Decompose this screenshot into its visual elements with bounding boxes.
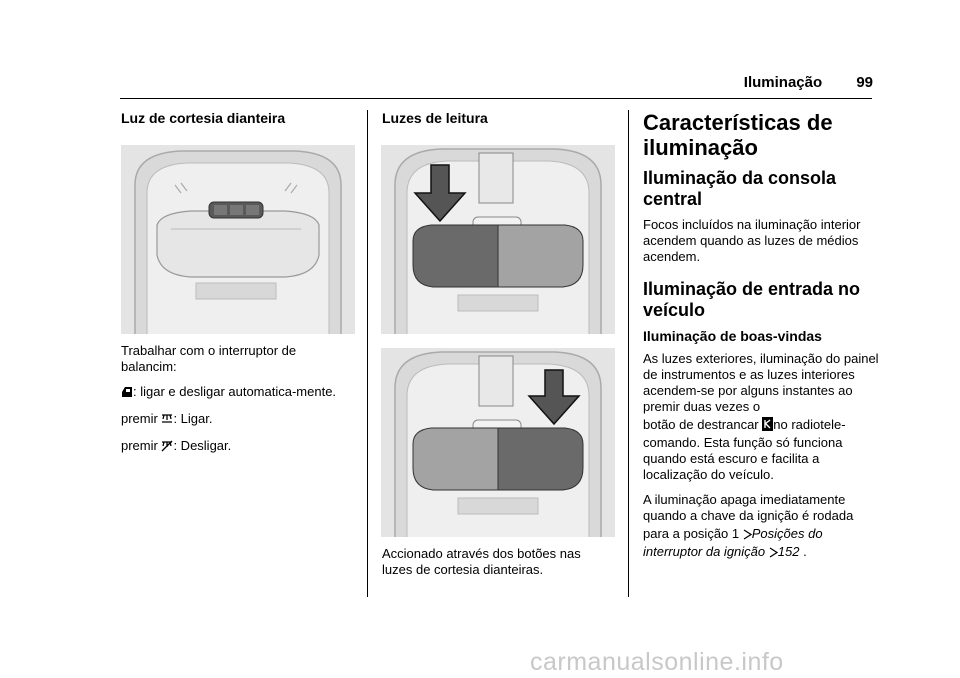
column-divider-1 xyxy=(367,110,368,597)
paragraph-console: Focos incluídos na iluminação interior acendem quando as luzes de médios acendem. xyxy=(643,217,861,264)
paragraph-welcome-cont xyxy=(643,417,879,483)
heading-welcome-lighting: Iluminação de boas-vindas xyxy=(643,328,822,344)
item-on-text: : Ligar. xyxy=(173,411,213,426)
item-off-prefix: premir xyxy=(121,438,162,453)
reference-arrow-icon xyxy=(743,528,752,544)
paragraph-welcome: As luzes exteriores, iluminação do painel de instrumentos e as luzes interiores acendem-se por alguns instantes ao premir duas vezes o xyxy=(643,351,879,414)
unlock-text: no radiotele-comando. Esta função só funciona quando está escuro e facilita a localização do veículo. xyxy=(643,417,846,482)
item-on xyxy=(121,411,353,429)
column-1 xyxy=(121,110,353,126)
header-rule xyxy=(120,98,872,99)
light-off-icon xyxy=(161,440,173,456)
heading-entry-lighting: Iluminação de entrada no veículo xyxy=(643,279,861,320)
paragraph-ignition-cont xyxy=(643,526,879,562)
column-3 xyxy=(643,110,879,571)
column-2-caption xyxy=(382,546,614,587)
unlock-prefix: botão de destrancar xyxy=(643,417,763,432)
column-divider-2 xyxy=(628,110,629,597)
page-number: 99 xyxy=(856,74,873,91)
section-title: Iluminação xyxy=(743,74,823,91)
item-on-prefix: premir xyxy=(121,411,162,426)
paragraph-ignition: A iluminação apaga imediatamente quando a chave da ignição é rodada xyxy=(643,492,854,523)
ignition-reference-link[interactable]: Posições do interruptor da ignição xyxy=(643,526,823,559)
figure-reading-light-left xyxy=(381,145,615,334)
item-auto-text: : ligar e desligar automatica-mente. xyxy=(133,384,337,399)
car-door-icon xyxy=(121,386,133,402)
watermark: carmanualsonline.info xyxy=(530,648,784,676)
item-off xyxy=(121,438,353,456)
column-1-body xyxy=(121,343,353,465)
caption-reading-lights: Accionado através dos botões nas luzes de cortesia dianteiras. xyxy=(382,546,581,577)
section-heading-reading-lights: Luzes de leitura xyxy=(382,110,488,126)
item-auto xyxy=(121,384,353,402)
paragraph-rocker: Trabalhar com o interruptor de balancim: xyxy=(121,343,297,374)
unlock-key-icon xyxy=(762,417,773,435)
reference-arrow-icon-2 xyxy=(769,546,778,562)
column-2 xyxy=(382,110,614,126)
heading-console-lighting: Iluminação da consola central xyxy=(643,168,837,209)
chapter-heading: Características de iluminação xyxy=(643,110,833,160)
section-heading-courtesy-light: Luz de cortesia dianteira xyxy=(121,110,286,126)
page-header xyxy=(744,74,873,91)
ignition-prefix: para a posição 1 xyxy=(643,526,743,541)
ignition-reference-page[interactable]: 152 xyxy=(777,544,800,559)
figure-courtesy-light xyxy=(121,145,355,334)
light-on-icon xyxy=(161,413,173,429)
ignition-end: . xyxy=(799,544,807,559)
figure-reading-light-right xyxy=(381,348,615,537)
item-off-text: : Desligar. xyxy=(173,438,232,453)
